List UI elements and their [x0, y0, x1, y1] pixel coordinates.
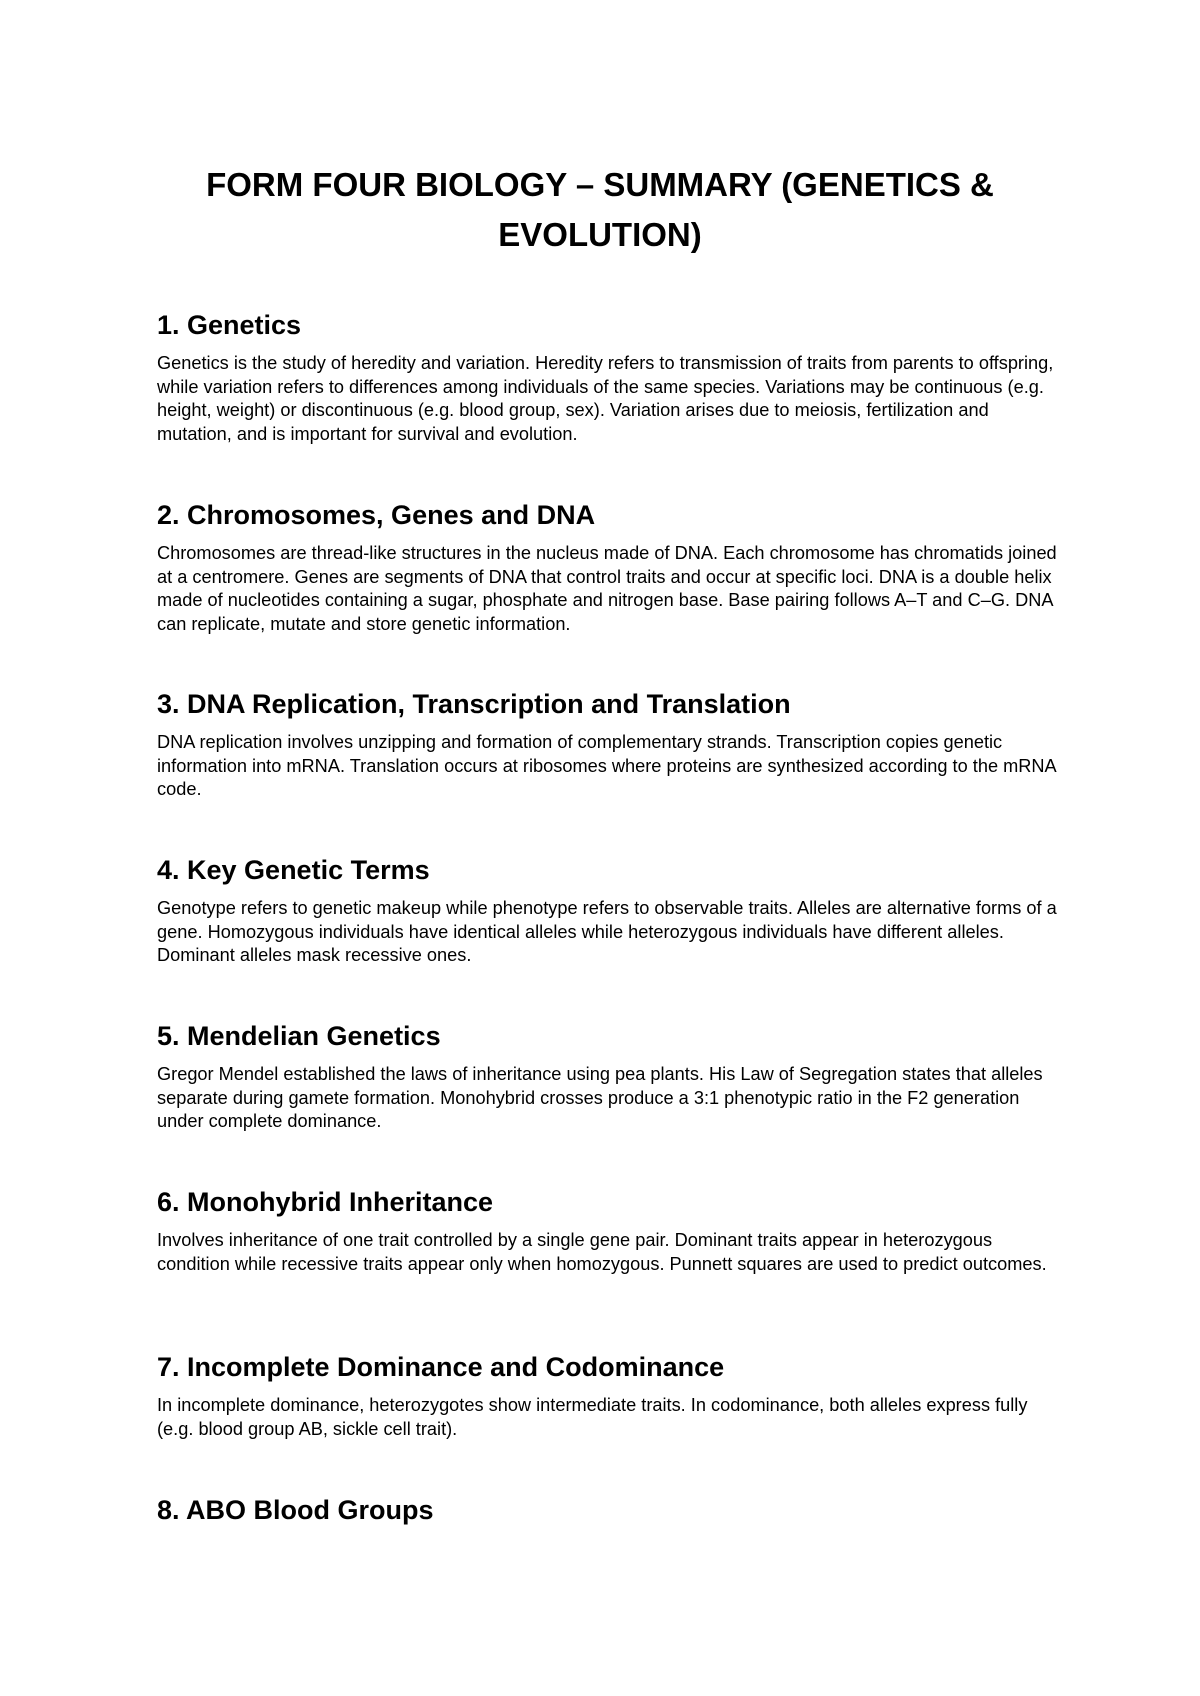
section-heading: 2. Chromosomes, Genes and DNA: [157, 500, 596, 530]
section-body: Genetics is the study of heredity and variation. Heredity refers to transmission of traits from parents to offspring, while variation refers to differences among individuals of the same species. Variations may be continuous (e.g. height, weight) or discontinuous (e.g. blood group, sex). Variation arises due to meiosis, fertilization and mutation, and is important for survival and evolution.: [157, 353, 1054, 444]
section-mendelian-genetics: [157, 1019, 1057, 1134]
section-monohybrid-inheritance: [157, 1185, 1057, 1276]
section-abo-blood-groups: [157, 1493, 1057, 1527]
section-body: Gregor Mendel established the laws of inheritance using pea plants. His Law of Segregation states that alleles separate during gamete formation. Monohybrid crosses produce a 3:1 phenotypic ratio in the F2 generation under complete dominance.: [157, 1064, 1043, 1131]
section-body: Genotype refers to genetic makeup while phenotype refers to observable traits. Alleles are alternative forms of a gene. Homozygous individuals have identical alleles while heterozygous individuals have different alleles. Dominant alleles mask recessive ones.: [157, 898, 1057, 965]
section-heading: 7. Incomplete Dominance and Codominance: [157, 1352, 725, 1382]
document-title: FORM FOUR BIOLOGY – SUMMARY (GENETICS & EVOLUTION): [206, 166, 994, 253]
section-heading: 3. DNA Replication, Transcription and Translation: [157, 689, 791, 719]
section-heading: 6. Monohybrid Inheritance: [157, 1187, 494, 1217]
section-body: Chromosomes are thread-like structures in the nucleus made of DNA. Each chromosome has chromatids joined at a centromere. Genes are segments of DNA that control traits and occur at specific loci. DNA is a double helix made of nucleotides containing a sugar, phosphate and nitrogen base. Base pairing follows A–T and C–G. DNA can replicate, mutate and store genetic information.: [157, 543, 1057, 634]
section-body: Involves inheritance of one trait controlled by a single gene pair. Dominant traits appear in heterozygous condition while recessive traits appear only when homozygous. Punnett squares are used to predict outcomes.: [157, 1230, 1047, 1274]
section-body: DNA replication involves unzipping and formation of complementary strands. Transcription copies genetic information into mRNA. Translation occurs at ribosomes where proteins are synthesized according to the mRNA code.: [157, 732, 1056, 799]
section-heading: 4. Key Genetic Terms: [157, 855, 430, 885]
section-incomplete-dominance: [157, 1350, 1057, 1441]
section-heading: 5. Mendelian Genetics: [157, 1021, 441, 1051]
section-key-genetic-terms: [157, 853, 1057, 968]
section-body: In incomplete dominance, heterozygotes show intermediate traits. In codominance, both alleles express fully (e.g. blood group AB, sickle cell trait).: [157, 1395, 1028, 1439]
section-heading: 1. Genetics: [157, 310, 302, 340]
section-dna-replication: [157, 687, 1057, 802]
section-genetics: [157, 308, 1057, 446]
section-heading: 8. ABO Blood Groups: [157, 1495, 434, 1525]
section-chromosomes-genes-dna: [157, 498, 1057, 636]
